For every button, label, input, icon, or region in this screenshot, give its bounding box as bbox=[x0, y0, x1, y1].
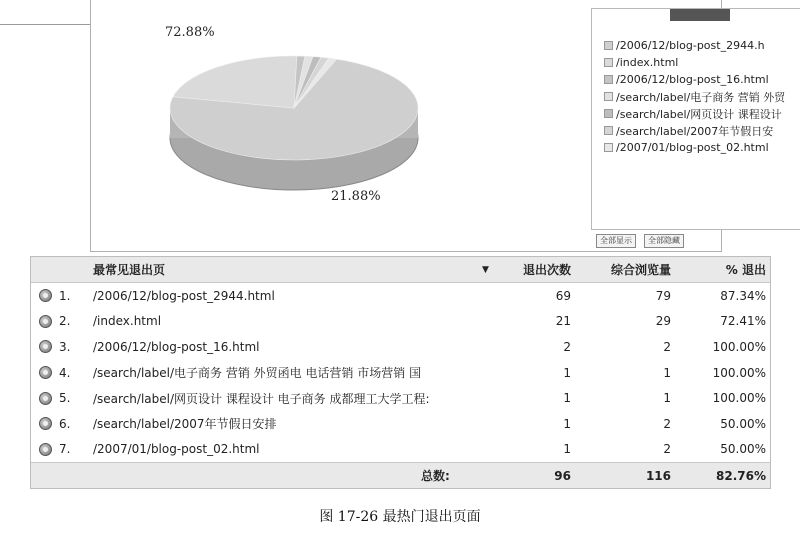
row-options-icon[interactable] bbox=[39, 334, 52, 360]
hide-all-button[interactable]: 全部隐藏 bbox=[644, 234, 684, 248]
legend-swatch bbox=[604, 58, 613, 67]
row-views: 1 bbox=[663, 365, 671, 380]
table-row bbox=[31, 334, 770, 360]
table-row bbox=[31, 283, 770, 309]
legend-item[interactable] bbox=[604, 54, 678, 71]
row-exit-pct: 87.34% bbox=[720, 288, 766, 303]
row-options-icon[interactable] bbox=[39, 437, 52, 463]
legend-item[interactable] bbox=[604, 139, 769, 156]
legend-label: /2006/12/blog-post_16.html bbox=[616, 73, 769, 86]
row-rank: 3. bbox=[59, 339, 71, 354]
row-options-icon[interactable] bbox=[39, 309, 52, 335]
total-exits: 96 bbox=[554, 468, 571, 483]
row-views: 1 bbox=[663, 391, 671, 406]
show-all-button[interactable]: 全部显示 bbox=[596, 234, 636, 248]
row-rank: 7. bbox=[59, 442, 71, 457]
legend-header-bar bbox=[670, 8, 730, 21]
row-exit-pct: 72.41% bbox=[720, 314, 766, 329]
row-exits: 1 bbox=[563, 416, 571, 431]
legend-swatch bbox=[604, 92, 613, 101]
header-views[interactable]: 综合浏览量 bbox=[610, 263, 671, 277]
header-page[interactable]: 最常见退出页 bbox=[93, 263, 166, 277]
chart-panel bbox=[90, 0, 786, 252]
total-views: 116 bbox=[645, 468, 671, 483]
row-options-icon[interactable] bbox=[39, 385, 52, 411]
row-options-icon[interactable] bbox=[39, 360, 52, 386]
legend-item[interactable] bbox=[604, 37, 765, 54]
row-exit-pct: 100.00% bbox=[712, 365, 766, 380]
total-exit-pct: 82.76% bbox=[716, 468, 766, 483]
legend-label: /2006/12/blog-post_2944.h bbox=[616, 39, 765, 52]
row-exits: 1 bbox=[563, 365, 571, 380]
row-exit-pct: 100.00% bbox=[712, 391, 766, 406]
row-exits: 21 bbox=[555, 314, 571, 329]
row-exit-pct: 50.00% bbox=[720, 442, 766, 457]
row-page-link[interactable]: /index.html bbox=[93, 314, 162, 329]
legend-label: /search/label/网页设计 课程设计 bbox=[616, 107, 782, 121]
figure-caption: 图 17-26 最热门退出页面 bbox=[319, 509, 481, 525]
table-row bbox=[31, 437, 770, 463]
legend-label: /index.html bbox=[616, 56, 679, 69]
row-exits: 1 bbox=[563, 442, 571, 457]
row-page-link[interactable]: /search/label/电子商务 营销 外贸函电 电话营销 市场营销 国 bbox=[93, 366, 422, 381]
row-exit-pct: 50.00% bbox=[720, 416, 766, 431]
legend-item[interactable] bbox=[604, 105, 782, 122]
row-options-icon[interactable] bbox=[39, 411, 52, 437]
row-rank: 1. bbox=[59, 288, 71, 303]
legend-swatch bbox=[604, 143, 613, 152]
row-rank: 4. bbox=[59, 365, 71, 380]
chart-legend bbox=[591, 8, 800, 230]
row-options-icon[interactable] bbox=[39, 283, 52, 309]
header-exit-pct[interactable]: % 退出 bbox=[725, 263, 766, 277]
row-rank: 6. bbox=[59, 416, 71, 431]
row-rank: 2. bbox=[59, 314, 71, 329]
row-exits: 69 bbox=[555, 288, 571, 303]
legend-swatch bbox=[604, 109, 613, 118]
legend-swatch bbox=[604, 41, 613, 50]
row-exit-pct: 100.00% bbox=[712, 339, 766, 354]
row-views: 79 bbox=[655, 288, 671, 303]
pie-slices bbox=[170, 56, 418, 160]
row-page-link[interactable]: /2006/12/blog-post_2944.html bbox=[93, 288, 275, 303]
row-page-link[interactable]: /search/label/网页设计 课程设计 电子商务 成都理工大学工程: bbox=[93, 391, 430, 406]
table-total-row bbox=[31, 462, 770, 488]
table-row bbox=[31, 360, 770, 386]
row-exits: 1 bbox=[563, 391, 571, 406]
legend-swatch bbox=[604, 126, 613, 135]
row-page-link[interactable]: /2006/12/blog-post_16.html bbox=[93, 339, 260, 354]
row-exits: 2 bbox=[563, 339, 571, 354]
table-header bbox=[31, 257, 770, 283]
legend-swatch bbox=[604, 75, 613, 84]
row-page-link[interactable]: /2007/01/blog-post_02.html bbox=[93, 442, 260, 457]
table-row bbox=[31, 385, 770, 411]
legend-label: /search/label/2007年节假日安 bbox=[616, 124, 774, 138]
row-views: 2 bbox=[663, 442, 671, 457]
total-label: 总数: bbox=[421, 469, 450, 484]
exit-pages-table bbox=[30, 256, 771, 489]
pie-label-second: 21.88% bbox=[331, 189, 381, 204]
legend-item[interactable] bbox=[604, 71, 769, 88]
row-page-link[interactable]: /search/label/2007年节假日安排 bbox=[93, 417, 277, 432]
legend-label: /search/label/电子商务 营销 外贸 bbox=[616, 90, 786, 104]
legend-item[interactable] bbox=[604, 122, 773, 139]
row-views: 2 bbox=[663, 339, 671, 354]
row-rank: 5. bbox=[59, 391, 71, 406]
legend-label: /2007/01/blog-post_02.html bbox=[616, 141, 769, 154]
row-views: 29 bbox=[655, 314, 671, 329]
sort-arrow-icon[interactable]: ▼ bbox=[482, 264, 489, 275]
row-views: 2 bbox=[663, 416, 671, 431]
header-exits[interactable]: 退出次数 bbox=[522, 263, 571, 277]
legend-item[interactable] bbox=[604, 88, 785, 105]
table-row bbox=[31, 309, 770, 335]
pie-label-major: 72.88% bbox=[165, 25, 215, 40]
table-row bbox=[31, 411, 770, 437]
